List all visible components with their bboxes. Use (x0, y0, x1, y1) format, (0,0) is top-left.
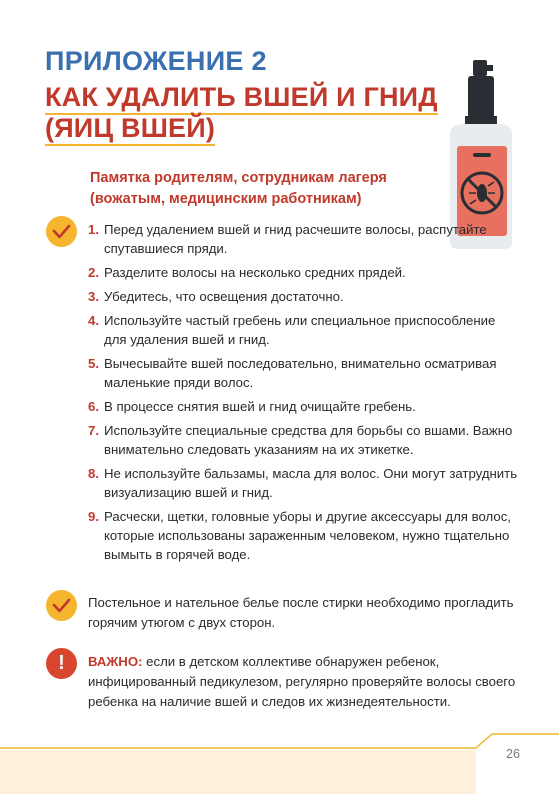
step-text: Вычесывайте вшей последовательно, внимательно осматривая маленькие пряди волос. (104, 356, 497, 390)
step-text: Перед удалением вшей и гнид расчешите волосы, распутайте спутавшиеся пряди. (104, 222, 487, 256)
checkmark-icon (46, 216, 77, 247)
list-item (88, 287, 518, 306)
step-number: 5. (88, 356, 99, 371)
important-note (88, 652, 518, 712)
steps-list (88, 220, 518, 569)
step-number: 4. (88, 313, 99, 328)
step-number: 8. (88, 466, 99, 481)
page-number: 26 (506, 747, 520, 761)
list-item (88, 421, 518, 459)
checkmark-icon (46, 590, 77, 621)
step-number: 6. (88, 399, 99, 414)
memo-subtitle: Памятка родителям, сотрудникам лагеря (вожатым, медицинским работникам) (90, 170, 387, 207)
step-text: Расчески, щетки, головные уборы и другие аксессуары для волос, которые использованы зараженным человеком, нужно тщательно вымыть в горячей воде. (104, 509, 511, 562)
step-number: 2. (88, 265, 99, 280)
important-label: ВАЖНО: (88, 654, 143, 669)
step-number: 3. (88, 289, 99, 304)
step-text: Не используйте бальзамы, масла для волос. Они могут затруднить визуализацию вшей и гнид. (104, 466, 518, 500)
step-number: 1. (88, 222, 99, 237)
important-text: если в детском коллективе обнаружен ребенок, инфицированный педикулезом, регулярно проверяйте волосы своего ребенка на наличие вшей и следов их жизнедеятельности. (88, 654, 516, 709)
page-title-line-2: (ЯИЦ ВШЕЙ) (45, 113, 215, 146)
list-item (88, 311, 518, 349)
list-item (88, 263, 518, 282)
exclamation-icon: ! (46, 648, 77, 679)
step-text: Используйте частый гребень или специальное приспособление для удаления вшей и гнид. (104, 313, 496, 347)
list-item (88, 464, 518, 502)
footer-decoration (0, 728, 559, 794)
step-number: 9. (88, 509, 99, 524)
step-text: Разделите волосы на несколько средних прядей. (104, 265, 406, 280)
step-text: Убедитесь, что освещения достаточно. (104, 289, 344, 304)
list-item (88, 220, 518, 258)
appendix-kicker: ПРИЛОЖЕНИЕ 2 (45, 46, 267, 76)
list-item (88, 507, 518, 564)
ironing-note: Постельное и нательное белье после стирки необходимо прогладить горячим утюгом с двух сторон. (88, 595, 514, 630)
list-item (88, 397, 518, 416)
step-number: 7. (88, 423, 99, 438)
list-item (88, 354, 518, 392)
step-text: Используйте специальные средства для борьбы со вшами. Важно внимательно следовать указаниям на их этикетке. (104, 423, 513, 457)
page-title-line-1: КАК УДАЛИТЬ ВШЕЙ И ГНИД (45, 82, 438, 115)
step-text: В процессе снятия вшей и гнид очищайте гребень. (104, 399, 416, 414)
